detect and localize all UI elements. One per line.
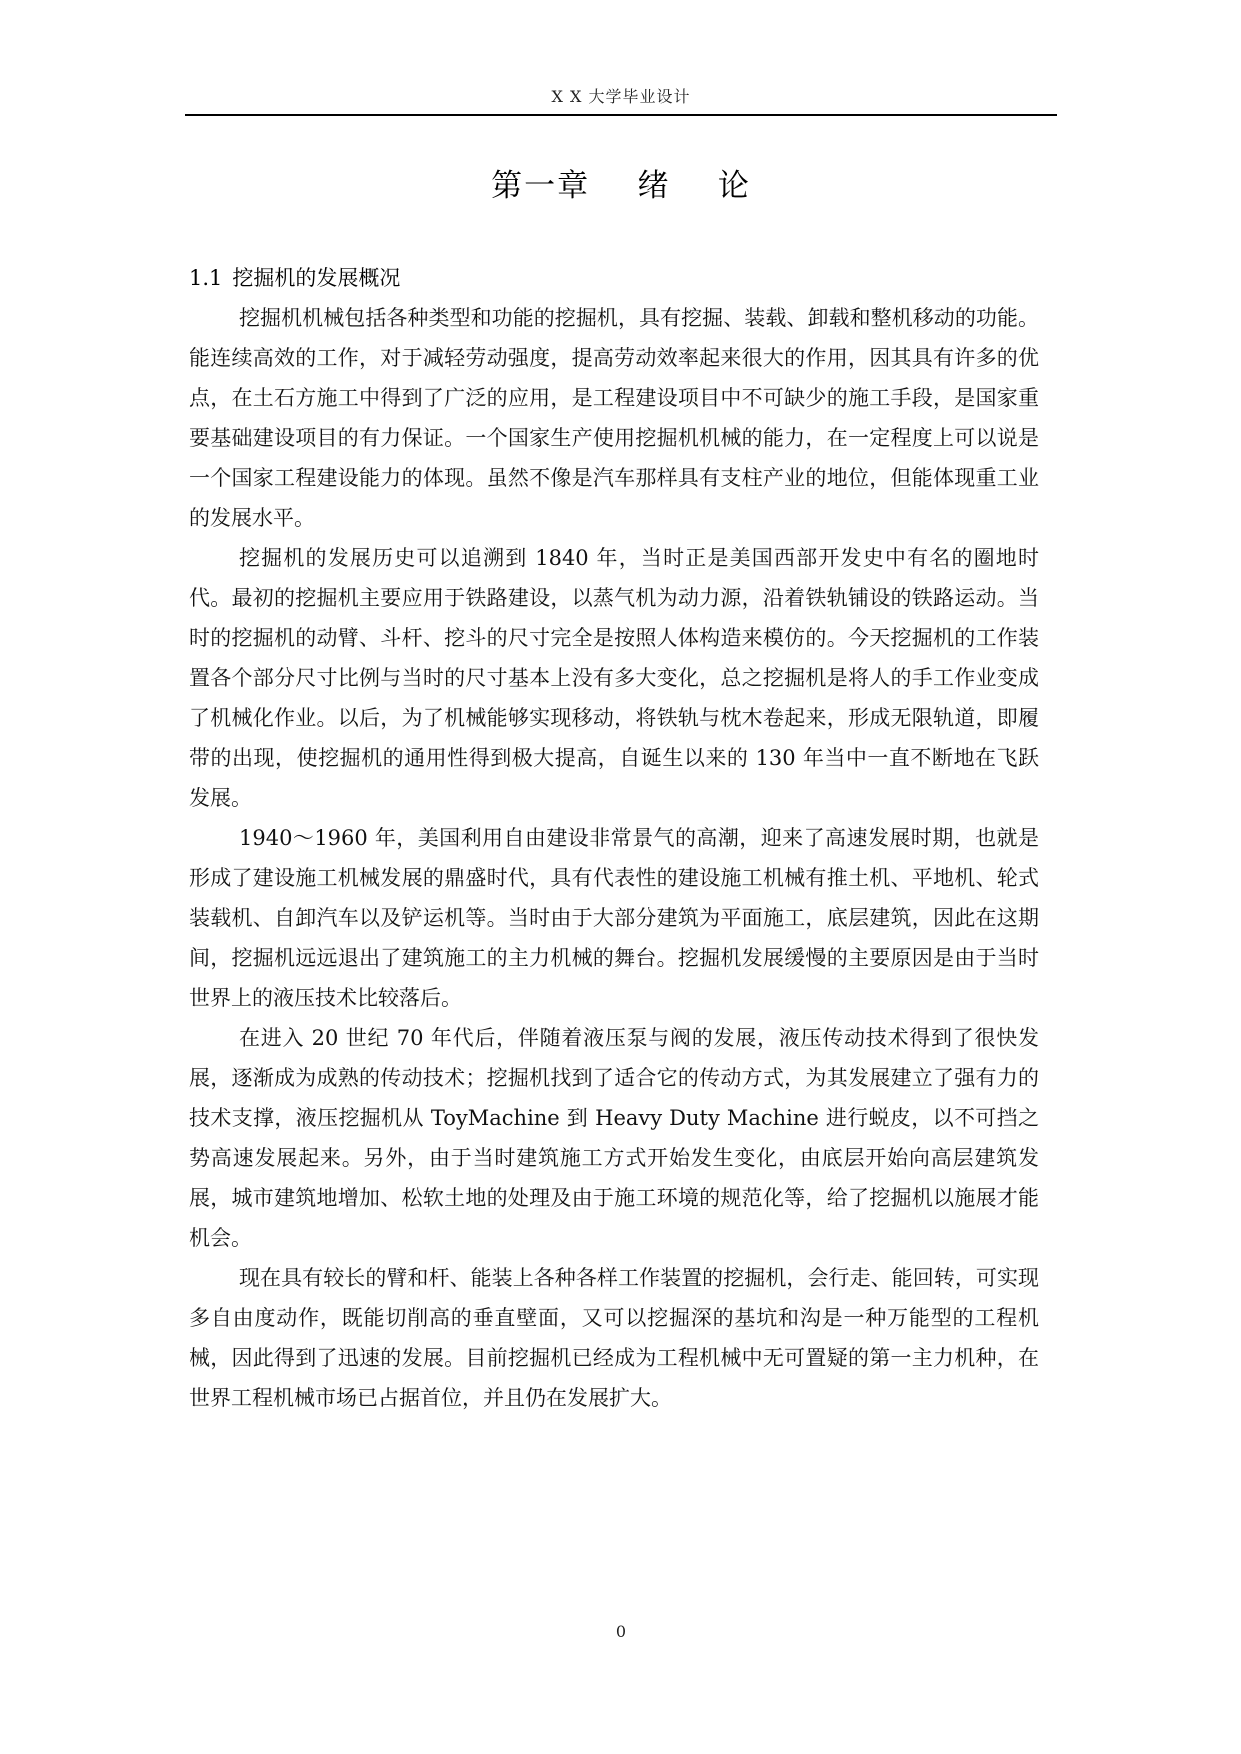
chapter-title: 第一章 绪 论: [491, 168, 751, 204]
paragraph-4: 在进入 20 世纪 70 年代后，伴随着液压泵与阀的发展，液压传动技术得到了很快发展，逐渐成为成熟的传动技术；挖掘机找到了适合它的传动方式，为其发展建立了强有力的技术支撑，液压挖掘机从 ToyMachine 到 Heavy Duty Machine 进行蜕皮，以不可挡之势高速发展起来。另外，由于当时建筑施工方式开始发生变化，由底层开始向高层建筑发展，城市建筑地增加、松软土地的处理及由于施工环境的规范化等，给了挖掘机以施展才能机会。: [189, 1026, 1039, 1250]
section-heading: [189, 258, 1039, 298]
section-title: 挖掘机的发展概况: [232, 266, 401, 290]
document-body: [189, 258, 1039, 1418]
header-rule: [185, 114, 1057, 116]
section-number: 1.1: [189, 266, 223, 290]
running-header: X X 大学毕业设计: [551, 87, 691, 106]
paragraph-3: 1940～1960 年，美国利用自由建设非常景气的高潮，迎来了高速发展时期，也就是形成了建设施工机械发展的鼎盛时代，具有代表性的建设施工机械有推土机、平地机、轮式装载机、自卸汽车以及铲运机等。当时由于大部分建筑为平面施工，底层建筑，因此在这期间，挖掘机远远退出了建筑施工的主力机械的舞台。挖掘机发展缓慢的主要原因是由于当时世界上的液压技术比较落后。: [189, 826, 1039, 1010]
paragraph-1: 挖掘机机械包括各种类型和功能的挖掘机，具有挖掘、装载、卸载和整机移动的功能。能连续高效的工作，对于减轻劳动强度，提高劳动效率起来很大的作用，因其具有许多的优点，在土石方施工中得到了广泛的应用，是工程建设项目中不可缺少的施工手段，是国家重要基础建设项目的有力保证。一个国家生产使用挖掘机机械的能力，在一定程度上可以说是一个国家工程建设能力的体现。虽然不像是汽车那样具有支柱产业的地位，但能体现重工业的发展水平。: [189, 306, 1039, 530]
paragraph-5: 现在具有较长的臂和杆、能装上各种各样工作装置的挖掘机，会行走、能回转，可实现多自由度动作，既能切削高的垂直壁面，又可以挖掘深的基坑和沟是一种万能型的工程机械，因此得到了迅速的发展。目前挖掘机已经成为工程机械中无可置疑的第一主力机种，在世界工程机械市场已占据首位，并且仍在发展扩大。: [189, 1266, 1039, 1410]
paragraph-2: 挖掘机的发展历史可以追溯到 1840 年，当时正是美国西部开发史中有名的圈地时代。最初的挖掘机主要应用于铁路建设，以蒸气机为动力源，沿着铁轨铺设的铁路运动。当时的挖掘机的动臂、斗杆、挖斗的尺寸完全是按照人体构造来模仿的。今天挖掘机的工作装置各个部分尺寸比例与当时的尺寸基本上没有多大变化，总之挖掘机是将人的手工作业变成了机械化作业。以后，为了机械能够实现移动，将铁轨与枕木卷起来，形成无限轨道，即履带的出现，使挖掘机的通用性得到极大提高，自诞生以来的 130 年当中一直不断地在飞跃发展。: [189, 546, 1039, 810]
page-number: 0: [615, 1622, 627, 1641]
